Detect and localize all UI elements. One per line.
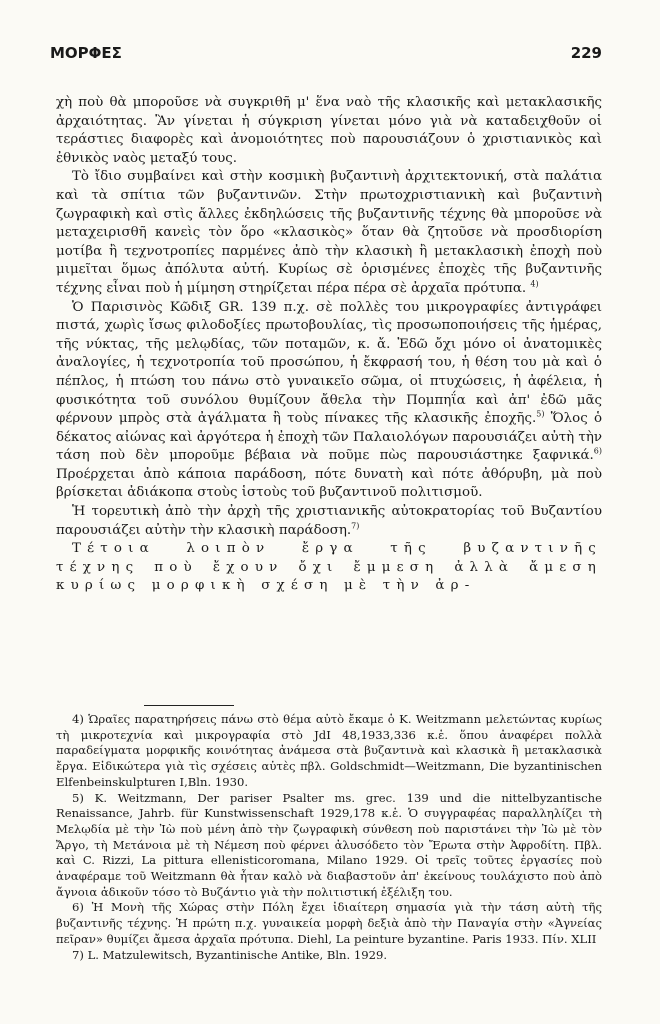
footnote: 6) Ἡ Μονὴ τῆς Χώρας στὴν Πόλη ἔχει ἰδιαίτερη σημασία γιὰ τὴν τάση αὐτὴ τῆς βυζαντινῆς τέχνης. Ἡ πρώτη π.χ. γυναικεία μορφὴ δεξιὰ ἀπὸ τὴν Παναγία στὴν «Ἀγνείας πεῖραν» θυμίζει ἄμεσα ἀρχαῖα πρότυπα. Diehl, La peinture byzantine. Paris 1933. Πίν. XLII xyxy=(56,900,602,946)
footnote: 7) L. Matzulewitsch, Byzantinische Antike, Bln. 1929. xyxy=(72,947,388,962)
paragraph-spaced: Τέτοια λοιπὸν ἔργα τῆς βυζαντινῆς τέχνης ποὺ ἔχουν ὄχι ἔμμεση ἀλλὰ ἄμεση κυρίως μορφικὴ σχέση μὲ τὴν ἀρ- xyxy=(56,541,602,594)
paragraph: Ἡ τορευτικὴ ἀπὸ τὴν ἀρχὴ τῆς χριστιανικῆς αὐτοκρατορίας τοῦ Βυζαντίου παρουσιάζει αὐτὴν τὴν κλασικὴ παράδοση.$^{7)}$ xyxy=(56,504,602,538)
paragraph: χὴ ποὺ θὰ μποροῦσε νὰ συγκριθῆ μ' ἕνα ναὸ τῆς κλασικῆς καὶ μετακλασικῆς ἀρχαιότητας. Ἂν γίνεται ἡ σύγκριση γίνεται μόνο γιὰ νὰ καταδειχθοῦν οἱ τεράστιες διαφορὲς καὶ ἀνομοιότητες ποὺ παρουσιάζουν ὁ χριστιανικὸς καὶ ἐθνικὸς ναὸς μεταξύ τους. xyxy=(56,95,602,166)
footnotes xyxy=(56,712,602,963)
footnote-ref: 4) xyxy=(530,279,539,289)
paragraph: Ὁ Παρισινὸς Κῶδιξ GR. 139 π.χ. σὲ πολλὲς του μικρογραφίες ἀντιγράφει πιστά, χωρὶς ἴσως φιλοδοξίες πρωτοβουλίας, τὶς προσωποποιήσεις τῆς ἡμέρας, τῆς νύκτας, τῆς μελῳδίας, τῶν ποταμῶν, κ. ἄ. Ἐδῶ ὄχι μόνο οἱ ἀνατομικὲς ἀναλογίες, ἡ τεχνοτροπία τοῦ προσώπου, ἡ ἔκφρασή του, ἡ θέση του μὰ καὶ ὁ πέπλος, ἡ πτώση του πάνω στὸ γυναικεῖο σῶμα, οἱ πτυχώσεις, ἡ ἀφέλεια, ἡ φυσικότητα τοῦ συνόλου θυμίζουν ἄθελα τὴν Πομπηΐα καὶ ἀπ' ἐδῶ μᾶς φέρνουν μπρὸς στὰ ἀγάλματα ἢ τοὺς πίνακες τῆς κλασικῆς ἐποχῆς.$^{5)}$ Ὅλος ὁ δέκατος αἰώνας καὶ ἀργότερα ἡ ἐποχὴ τῶν Παλαιολόγων παρουσιάζει αὐτὴ τὴν τάση ποὺ δὲν μποροῦμε βέβαια νὰ ποῦμε πὼς παρουσιάστηκε ξαφνικά.$^{6)}$ Προέρχεται ἀπὸ κάποια παράδοση, πότε δυνατὴ καὶ πότε ἀθόρυβη, μὰ ποὺ βρίσκεται ἀδιάκοπα στοὺς ἱστοὺς τοῦ βυζαντινοῦ πολιτισμοῦ. xyxy=(56,299,603,501)
footnote-ref: 5) xyxy=(536,409,545,419)
footnote-ref: 6) xyxy=(593,446,602,456)
main-text xyxy=(56,94,602,596)
footnote-ref: 7) xyxy=(351,521,360,531)
running-title: ΜΟΡΦΕΣ xyxy=(50,44,122,62)
page-header xyxy=(50,44,602,62)
footnote: 4) Ὡραῖες παρατηρήσεις πάνω στὸ θέμα αὐτὸ ἔκαμε ὁ K. Weitzmann μελετώντας κυρίως τὴ μικροτεχνία καὶ μικρογραφία στὸ JdI 48,1933,336 κ.ἑ. ὅπου ἀναφέρει πολλὰ παραδείγματα μορφικῆς κοινότητας ἀνάμεσα στὰ βυζαντινὰ καὶ κλασικὰ ἢ μετακλασικὰ ἔργα. Εἰδικώτερα γιὰ τὶς σχέσεις αὐτὲς πβλ. Goldschmidt—Weitzmann, Die byzantinischen Elfenbeinskulpturen I,Bln. 1930. xyxy=(56,712,602,789)
page-number: 229 xyxy=(570,44,602,62)
footnote-divider xyxy=(144,705,234,706)
footnote: 5) K. Weitzmann, Der pariser Psalter ms. grec. 139 und die nittelbyzantische Renaissance, Jahrb. für Kunstwissenschaft 1929,178 κ.ἑ. Ὁ συγγραφέας παραλληλίζει τὴ Μελῳδία μὲ τὴν Ἰὼ ποὺ μένη ἀπὸ τὴν ζωγραφικὴ σύνθεση ποὺ παριστάνει τὴν Ἰὼ μὲ τὸν Ἄργο, τὴ Μετάνοια μὲ τὴ Νέμεση ποὺ φέρνει ἀλυσόδετο τὸν Ἔρωτα στὴν Ἀφροδίτη. Πβλ. καὶ C. Rizzi, La pittura ellenisticoromana, Milano 1929. Οἱ τρεῖς τοῦτες ἐργασίες ποὺ ἀναφέραμε τοῦ Weitzmann θὰ ἦταν καλὸ νὰ διαβαστοῦν ἀπ' ἐκείνους τουλάχιστο ποὺ ἀπὸ ἄγνοια ἀδικοῦν τόσο τὸ Βυζάντιο γιὰ τὴν πολιτιστική ἐξέλιξη του. xyxy=(56,790,602,899)
paragraph: Τὸ ἴδιο συμβαίνει καὶ στὴν κοσμικὴ βυζαντινὴ ἀρχιτεκτονική, στὰ παλάτια καὶ τὰ σπίτια τῶν βυζαντινῶν. Στὴν πρωτοχριστιανικὴ καὶ βυζαντινὴ ζωγραφικὴ καὶ στὶς ἄλλες ἐκδηλώσεις τῆς βυζαντινῆς τέχνης θὰ μποροῦσε νὰ μεταχειρισθῆ κανεὶς τὸν ὅρο «κλασικὸς» ὅταν θὰ ζητοῦσε νὰ προσδιορίση μοτίβα ἢ τεχνοτροπίες παρμένες ἀπὸ τὴν κλασικὴ ἢ μετακλασικὴ ἐποχὴ ποὺ μιμεῖται ὅμως ἀπόλυτα αὐτή. Κυρίως σὲ ὁρισμένες ἐποχὲς τῆς βυζαντινῆς τέχνης εἶναι ποὺ ἡ μίμηση στηρίζεται πέρα πέρα σὲ ἀρχαῖα πρότυπα. $^{4)}$ xyxy=(56,169,602,296)
